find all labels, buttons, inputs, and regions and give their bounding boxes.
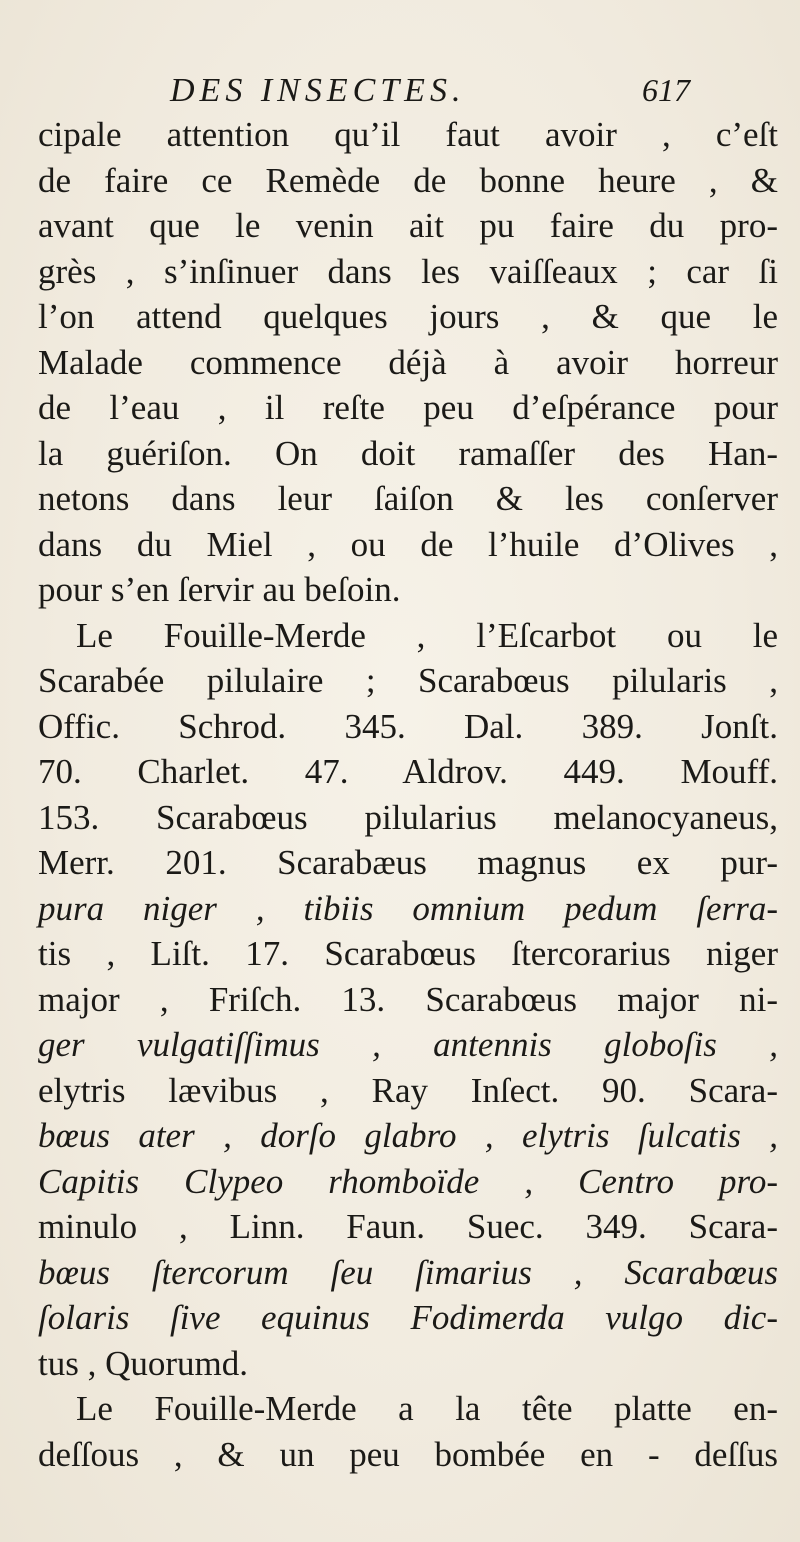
- text-line: Malade commence déjà à avoir horreur: [38, 342, 778, 382]
- body-text: [38, 112, 778, 1477]
- text-line: bœus ater , dorſo glabro , elytris ſulcatis ,: [38, 1116, 778, 1155]
- text-line: cipale attention qu’il faut avoir , c’eſt: [38, 115, 778, 154]
- text-line: l’on attend quelques jours , & que le: [38, 297, 778, 336]
- text-line: tis , Liſt. 17. Scarabœus ſtercorarius niger: [38, 934, 778, 973]
- text-line: minulo , Linn. Faun. Suec. 349. Scara-: [38, 1207, 778, 1246]
- text-line: de faire ce Remède de bonne heure , &: [38, 160, 778, 200]
- text-line: deſſous , & un peu bombée en - deſſus: [38, 1434, 778, 1474]
- text-line: major , Friſch. 13. Scarabœus major ni-: [38, 979, 778, 1019]
- text-line: bœus ſtercorum ſeu ſimarius , Scarabœus: [38, 1252, 778, 1292]
- text-line: Capitis Clypeo rhomboïde , Centro pro-: [38, 1161, 778, 1201]
- running-title: DES INSECTES.: [170, 72, 466, 109]
- text-line: pura niger , tibiis omnium pedum ſerra-: [38, 888, 778, 928]
- text-line: Scarabée pilulaire ; Scarabœus pilularis ,: [38, 661, 778, 700]
- page-header: [170, 72, 690, 112]
- text-line: Offic. Schrod. 345. Dal. 389. Jonſt.: [38, 706, 778, 746]
- text-line: ſolaris ſive equinus Fodimerda vulgo dic-: [38, 1298, 778, 1337]
- text-line: 153. Scarabœus pilularius melanocyaneus,: [38, 797, 778, 837]
- text-line: tus , Quorumd.: [38, 1343, 248, 1383]
- text-line: elytris lævibus , Ray Inſect. 90. Scara-: [38, 1070, 778, 1110]
- text-line: ger vulgatiſſimus , antennis globoſis ,: [38, 1025, 778, 1064]
- text-line: Merr. 201. Scarabæus magnus ex pur-: [38, 843, 778, 882]
- text-line: netons dans leur ſaiſon & les conſerver: [38, 479, 778, 518]
- text-line: Le Fouille-Merde a la tête platte en-: [76, 1389, 778, 1428]
- text-line: grès , s’inſinuer dans les vaiſſeaux ; car ſi: [38, 251, 778, 291]
- text-line: avant que le venin ait pu faire du pro-: [38, 206, 778, 245]
- page-number: 617: [642, 72, 690, 108]
- text-line: 70. Charlet. 47. Aldrov. 449. Mouff.: [38, 752, 778, 791]
- text-line: dans du Miel , ou de l’huile d’Olives ,: [38, 524, 778, 564]
- text-line: de l’eau , il reſte peu d’eſpérance pour: [38, 388, 778, 427]
- text-line: pour s’en ſervir au beſoin.: [38, 570, 401, 609]
- text-line: Le Fouille-Merde , l’Eſcarbot ou le: [76, 615, 778, 655]
- text-line: la guériſon. On doit ramaſſer des Han-: [38, 433, 778, 473]
